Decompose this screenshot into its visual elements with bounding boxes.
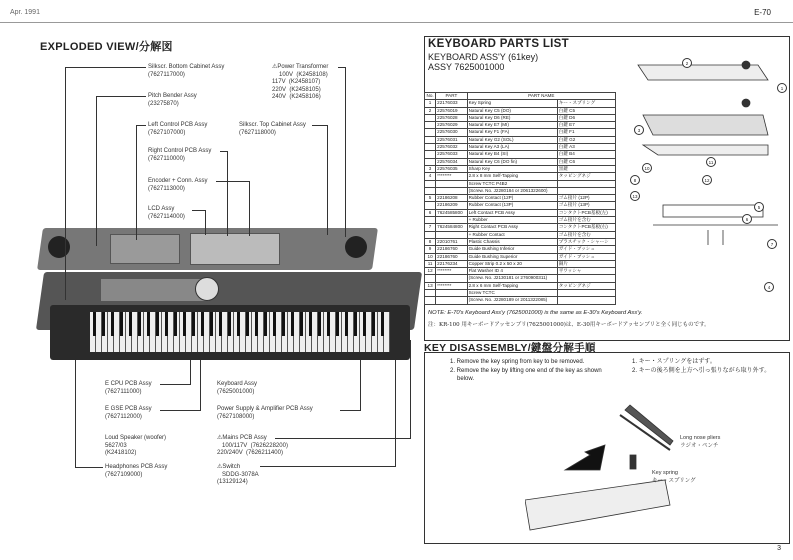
part-name: Screw TCTC P4B2: [467, 180, 557, 187]
part-number: 22576019: [436, 107, 467, 114]
part-name-jp: ゴム接片を含む: [557, 217, 615, 224]
header-date: Apr. 1991: [10, 9, 40, 16]
part-number: 22176234: [436, 260, 467, 267]
table-row: [425, 195, 616, 202]
part-name: 2.8 x 8 mm Self-Tapping: [467, 173, 557, 180]
part-no: 3: [425, 165, 436, 172]
label-power-amp-pcb: Power Supply & Amplifier PCB Assy (7627108000): [217, 406, 313, 420]
part-no: [425, 187, 436, 194]
table-row: [425, 297, 616, 304]
callout-number: 7: [767, 239, 777, 249]
label-gse-pcb: E GSE PCB Assy (7627112000): [105, 406, 152, 420]
table-row: [425, 275, 616, 282]
part-name-jp: 銅片: [557, 260, 615, 267]
label-power-transformer: ⚠Power Transformer 100V (K2458108) 117V (K2458107) 220V (K2458105) 240V (K2458106): [272, 64, 329, 100]
part-no: [425, 136, 436, 143]
part-number: [436, 187, 467, 194]
part-name: + Rubber Contact: [467, 231, 557, 238]
label-bottom-cabinet: Silkscr. Bottom Cabinet Assy (7627117000): [148, 64, 225, 78]
steps-english: 1. Remove the key spring from key to be removed. 2. Remove the key by lifting one end of the key as shown below.: [450, 359, 602, 382]
leader-line: [200, 360, 201, 410]
table-row: [425, 187, 616, 194]
part-name: Natural Key C6 (DO fin): [467, 158, 557, 165]
part-no: [425, 144, 436, 151]
part-name: Natural Key A3 (LA): [467, 144, 557, 151]
callout-number: 6: [742, 214, 752, 224]
table-row: [425, 129, 616, 136]
part-no: 10: [425, 253, 436, 260]
label-top-cabinet: Silkscr. Top Cabinet Assy (7627118000): [239, 122, 306, 136]
part-name: Guide Bushing Superior: [467, 253, 557, 260]
part-number: 22576029: [436, 122, 467, 129]
part-name-jp: 白鍵 E7: [557, 122, 615, 129]
leader-line: [249, 181, 250, 236]
label-keyboard-assy: Keyboard Assy (7625001000): [217, 381, 258, 395]
part-number: ********: [436, 268, 467, 275]
part-no: [425, 151, 436, 158]
part-number: 7624584800: [436, 224, 467, 231]
part-no: 9: [425, 246, 436, 253]
leader-line: [136, 125, 137, 240]
table-row: [425, 260, 616, 267]
part-no: [425, 275, 436, 282]
part-number: ********: [436, 282, 467, 289]
leader-line: [216, 181, 250, 182]
callout-number: 8: [630, 175, 640, 185]
speaker-left-drawing: [48, 236, 70, 258]
table-row: [425, 217, 616, 224]
lcd-drawing: [190, 233, 280, 265]
leader-line: [192, 210, 206, 211]
leader-line: [96, 96, 146, 97]
parts-subtitle: KEYBOARD ASS'Y (61key) ASSY 7625001000: [428, 52, 539, 72]
table-row: [425, 238, 616, 245]
part-name-jp: 白鍵 G2: [557, 136, 615, 143]
part-name-jp: [557, 290, 615, 297]
woofer-drawing: [195, 277, 219, 301]
part-name: Natural Key C5 (DO): [467, 107, 557, 114]
part-no: 7: [425, 224, 436, 231]
part-name: Right Contact PCB Assy: [467, 224, 557, 231]
part-no: [425, 180, 436, 187]
pliers-label: Long nose pliers ラジオ・ペンチ: [680, 435, 721, 449]
part-name-jp: 白鍵 A3: [557, 144, 615, 151]
label-encoder: Encoder + Conn. Assy (7627113000): [148, 178, 208, 192]
part-no: 12: [425, 268, 436, 275]
leader-line: [205, 210, 206, 235]
table-row: [425, 173, 616, 180]
leader-line: [75, 360, 76, 467]
key-spring-label: Key spring キー・スプリング: [652, 470, 696, 484]
steps-japanese: 1. キー・スプリングをはずす。 2. キーの後ろ側を上方へ引っ張りながら取り外す。: [632, 359, 771, 374]
keyboard-exploded-diagram: [628, 55, 790, 290]
label-switch: ⚠Switch SDDG-3078A (13129124): [217, 464, 259, 485]
parts-table: No. PART PART NAME 1 22176033 Key Spring キー・スプリング 2 22576019 Natural Key C5 (DO) 白鍵 C5 22576028 Natural Key D6 (RE) 白鍵 D6 22576029 Natural Key E7 (MI) 白鍵 E7 22576030 Natural Key F1 (FA) 白鍵 F1 22576031 Natural Key G2 (SOL) 白鍵 G2 22576032 Natural Key A3 (LA) 白鍵 A3 22576033 Natural Key B4 (SI) 白鍵 B4 22576034 Natural Key C6 (DO fin) 白鍵 C6 3 22576035 Sharp Key 黒鍵 4 ******** 2.8 x 8 mm Self-Tapping タッピングネジ Screw TCTC P4B2 (Screw. No. J2280184 or 2061322600) 5 22186208 Rubber Contact (12P) ゴム接片 (12P) 22186209 Rubber Contact (13P) ゴム接片 (13P) 6 7624585800 Left Contact PCB Assy コンタクトPCB基板(左) + Rubber ゴム接片を含む 7 7624584800 Right Contact PCB Assy コンタクトPCB基板(右) + Rubber Contact ゴム接片を含む 8 22010761 Plastic Chassis プラスチック・シャーシ 9 22186760 Guide Bushing Inferior ガイド・ブッシュ 10 22186760 Guide Bushing Superior ガイド・ブッシュ 11 22176234 Copper Strip 0.2 x 50 x 20 銅片 12 ******** Flat Washer ID 4 平ワッシャ (Screw. No. J2130181 or 2760900311) 13 ******** 2.8 x 6 mm Self-Tapping タッピングネジ Screw TCTC (Screw. No. J2280189 or 2011322085): [424, 92, 616, 305]
part-no: [425, 202, 436, 209]
part-number: 22576033: [436, 151, 467, 158]
cpu-pcb-drawing: [100, 278, 210, 302]
leader-line: [340, 410, 361, 411]
table-row: [425, 246, 616, 253]
note-japanese: 注：KR-100 用キーボードアッセンブリ(7625001000)は、E-30用キーボードアッセンブリと全く同じものです。: [428, 322, 710, 328]
label-cpu-pcb: E CPU PCB Assy (7627111000): [105, 381, 152, 395]
table-row: [425, 231, 616, 238]
speaker-right-drawing: [345, 236, 367, 258]
part-name-jp: [557, 180, 615, 187]
part-no: [425, 129, 436, 136]
table-row: [425, 100, 616, 107]
header-model: E-70: [754, 8, 771, 17]
part-name: Natural Key F1 (FA): [467, 129, 557, 136]
part-name: 2.8 x 6 mm Self-Tapping: [467, 282, 557, 289]
part-name-jp: 白鍵 F1: [557, 129, 615, 136]
table-row: [425, 282, 616, 289]
label-mains-pcb: ⚠Mains PCB Assy 100/117V (7626228200) 220/240V (7626211400): [217, 435, 288, 456]
part-number: 22576028: [436, 114, 467, 121]
table-row: [425, 180, 616, 187]
part-name: Sharp Key: [467, 165, 557, 172]
part-name-jp: ゴム接片 (13P): [557, 202, 615, 209]
table-row: [425, 290, 616, 297]
part-no: [425, 122, 436, 129]
part-number: [436, 180, 467, 187]
part-no: [425, 217, 436, 224]
label-headphones-pcb: Headphones PCB Assy (7627109000): [105, 464, 168, 478]
leader-line: [190, 360, 191, 384]
leader-line: [96, 96, 97, 246]
part-name-jp: ゴム接片を含む: [557, 231, 615, 238]
part-name: Natural Key B4 (SI): [467, 151, 557, 158]
part-number: [436, 275, 467, 282]
part-name: Key Spring: [467, 100, 557, 107]
part-no: 4: [425, 173, 436, 180]
part-name: Rubber Contact (13P): [467, 202, 557, 209]
table-row: [425, 224, 616, 231]
part-name-jp: ガイド・ブッシュ: [557, 246, 615, 253]
part-no: 6: [425, 209, 436, 216]
leader-line: [312, 125, 328, 126]
part-name: Natural Key G2 (SOL): [467, 136, 557, 143]
callout-number: 1: [777, 83, 787, 93]
leader-line: [65, 67, 66, 300]
control-pcb-drawing: [110, 234, 180, 264]
part-no: 2: [425, 107, 436, 114]
table-row: [425, 202, 616, 209]
part-no: 5: [425, 195, 436, 202]
callout-number: 5: [754, 202, 764, 212]
part-number: 22576035: [436, 165, 467, 172]
leader-line: [275, 438, 411, 439]
part-number: 22186209: [436, 202, 467, 209]
leader-line: [260, 466, 396, 467]
leader-line: [136, 125, 146, 126]
black-keys-drawing: [90, 312, 390, 336]
part-name-jp: [557, 275, 615, 282]
part-name-jp: コンタクトPCB基板(左): [557, 209, 615, 216]
part-no: [425, 297, 436, 304]
label-left-control-pcb: Left Control PCB Assy (7627107000): [148, 122, 208, 136]
table-row: [425, 268, 616, 275]
part-name-jp: ゴム接片 (12P): [557, 195, 615, 202]
leader-line: [395, 360, 396, 466]
table-row: [425, 253, 616, 260]
part-no: [425, 158, 436, 165]
part-number: ********: [436, 173, 467, 180]
part-number: 22186760: [436, 253, 467, 260]
part-name-jp: タッピングネジ: [557, 282, 615, 289]
table-row: [425, 122, 616, 129]
part-number: 22576032: [436, 144, 467, 151]
table-row: [425, 151, 616, 158]
part-number: [436, 290, 467, 297]
callout-number: 13: [630, 191, 640, 201]
label-loud-speaker: Loud Speaker (woofer) 5627/03 (K2418102): [105, 435, 167, 456]
part-name: Plastic Chassis: [467, 238, 557, 245]
part-name: Natural Key E7 (MI): [467, 122, 557, 129]
part-number: [436, 231, 467, 238]
part-name: + Rubber: [467, 217, 557, 224]
part-no: 8: [425, 238, 436, 245]
exploded-view-title: EXPLODED VIEW/分解図: [40, 41, 173, 53]
part-name: Copper Strip 0.2 x 50 x 20: [467, 260, 557, 267]
part-number: 22010761: [436, 238, 467, 245]
part-number: 22176033: [436, 100, 467, 107]
label-right-control-pcb: Right Control PCB Assy (7627110000): [148, 148, 212, 162]
callout-number: 4: [764, 282, 774, 292]
part-number: 22576031: [436, 136, 467, 143]
table-row: [425, 136, 616, 143]
page-number: 3: [777, 545, 781, 552]
leader-line: [75, 467, 103, 468]
table-row: [425, 107, 616, 114]
part-name-jp: 白鍵 B4: [557, 151, 615, 158]
note-english: NOTE: E-70's Keyboard Ass'y (7625001000) is the same as E-30's Keyboard Ass'y.: [428, 310, 643, 316]
leader-line: [345, 67, 346, 237]
label-lcd: LCD Assy (7627114000): [148, 206, 185, 220]
parts-list-title: KEYBOARD PARTS LIST: [428, 38, 569, 50]
leader-line: [327, 125, 328, 235]
part-number: 22576030: [436, 129, 467, 136]
part-number: 22186208: [436, 195, 467, 202]
table-row: [425, 165, 616, 172]
part-name: Rubber Contact (12P): [467, 195, 557, 202]
part-no: 1: [425, 100, 436, 107]
part-number: [436, 297, 467, 304]
part-name-jp: キー・スプリング: [557, 100, 615, 107]
part-name-jp: [557, 187, 615, 194]
leader-line: [360, 360, 361, 410]
leader-line: [65, 67, 146, 68]
part-no: 11: [425, 260, 436, 267]
callout-number: 10: [642, 163, 652, 173]
part-name: Guide Bushing Inferior: [467, 246, 557, 253]
part-name-jp: 白鍵 D6: [557, 114, 615, 121]
table-row: [425, 144, 616, 151]
arrow-up-icon: [565, 445, 605, 470]
part-name: (Screw. No. J2280184 or 2061322600): [467, 187, 557, 194]
leader-line: [227, 151, 228, 236]
leader-line: [160, 410, 201, 411]
part-number: [436, 217, 467, 224]
part-name-jp: 白鍵 C5: [557, 107, 615, 114]
part-no: [425, 231, 436, 238]
part-name: Left Contact PCB Assy: [467, 209, 557, 216]
part-number: 22576034: [436, 158, 467, 165]
callout-number: 2: [682, 58, 692, 68]
part-name-jp: [557, 297, 615, 304]
callout-number: 12: [702, 175, 712, 185]
leader-line: [410, 340, 411, 438]
table-row: [425, 158, 616, 165]
part-number: 22186760: [436, 246, 467, 253]
part-name: Natural Key D6 (RE): [467, 114, 557, 121]
part-name-jp: ガイド・ブッシュ: [557, 253, 615, 260]
part-name-jp: プラスチック・シャーシ: [557, 238, 615, 245]
part-name: Screw TCTC: [467, 290, 557, 297]
part-no: [425, 290, 436, 297]
table-row: [425, 209, 616, 216]
part-name-jp: タッピングネジ: [557, 173, 615, 180]
callout-number: 3: [634, 125, 644, 135]
part-name-jp: 白鍵 C6: [557, 158, 615, 165]
part-name: (Screw. No. J2280189 or 2011322085): [467, 297, 557, 304]
table-row: [425, 114, 616, 121]
part-no: [425, 114, 436, 121]
part-no: 13: [425, 282, 436, 289]
key-disassembly-title: KEY DISASSEMBLY/鍵盤分解手順: [424, 342, 596, 354]
callout-number: 11: [706, 157, 716, 167]
part-name-jp: 平ワッシャ: [557, 268, 615, 275]
part-name: Flat Washer ID 4: [467, 268, 557, 275]
part-name-jp: 黒鍵: [557, 165, 615, 172]
part-name-jp: コンタクトPCB基板(右): [557, 224, 615, 231]
header-rule: [0, 22, 793, 23]
leader-line: [160, 384, 191, 385]
label-pitch-bender: Pitch Bender Assy (23275870): [148, 93, 197, 107]
part-number: 7624585800: [436, 209, 467, 216]
part-name: (Screw. No. J2130181 or 2760900311): [467, 275, 557, 282]
